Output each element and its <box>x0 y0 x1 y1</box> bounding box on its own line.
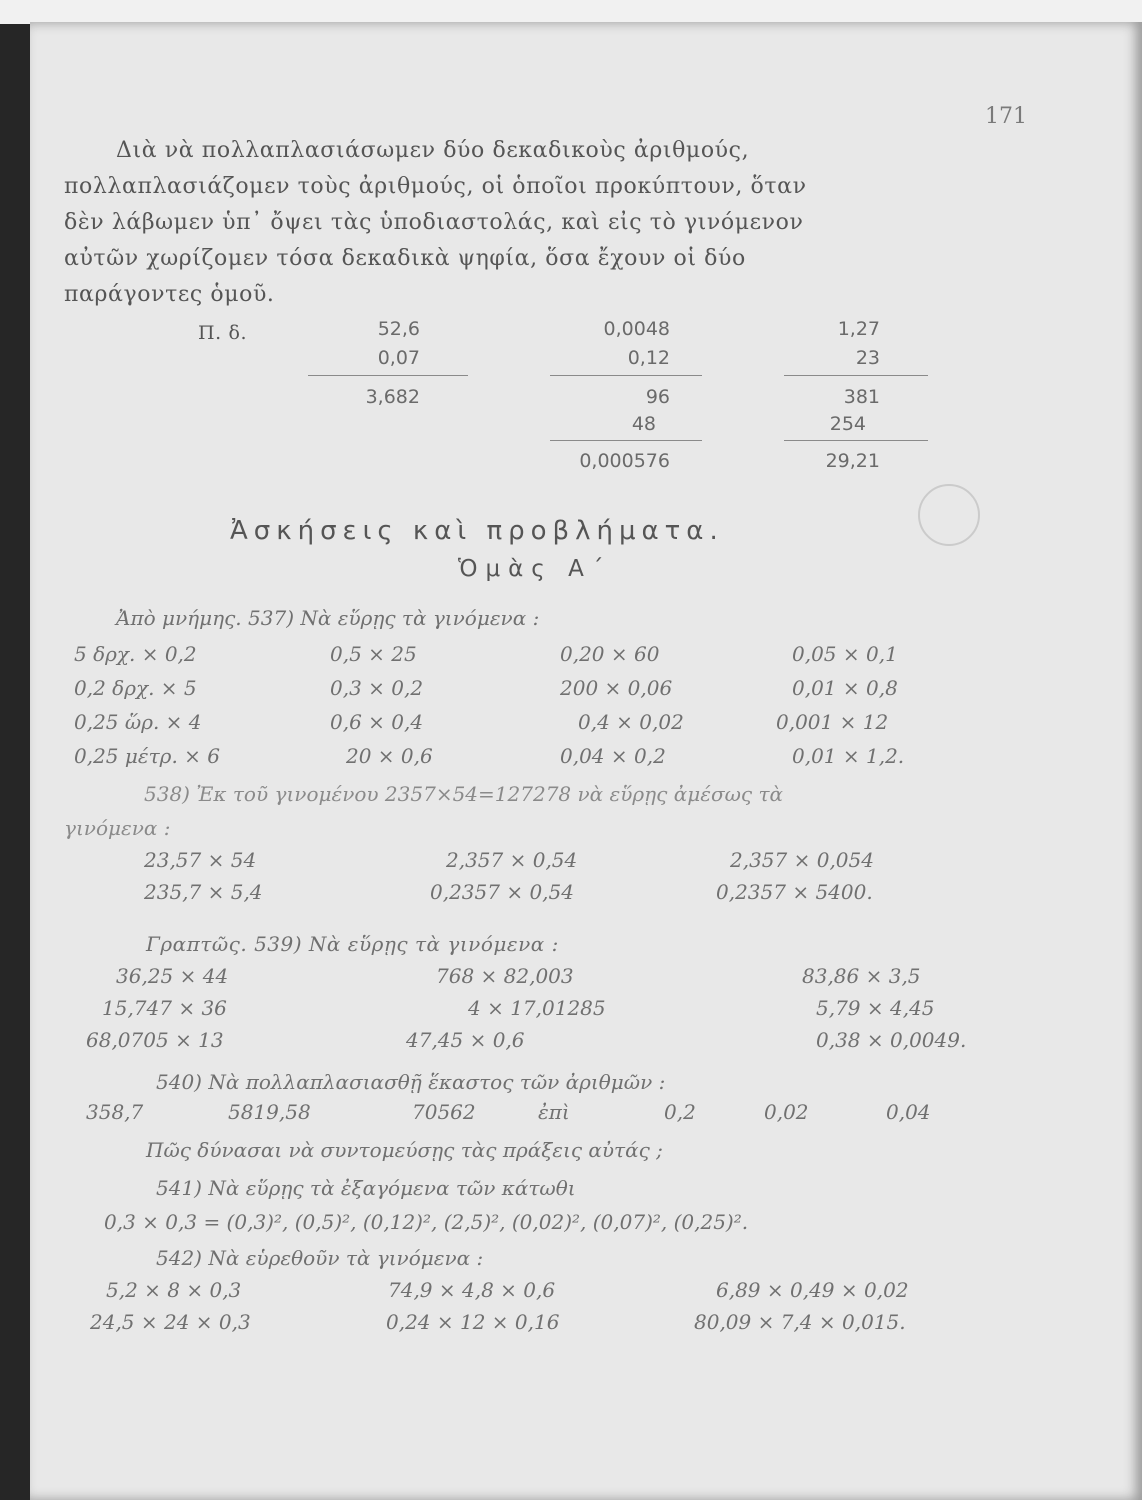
ex2-factor-a: 0,0048 <box>603 318 670 340</box>
ex2-result: 0,000576 <box>579 450 670 472</box>
ex539-r2-c3: 5,79 × 4,45 <box>816 996 935 1020</box>
ex542-r2-c3: 80,09 × 7,4 × 0,015. <box>694 1310 906 1334</box>
ex541-intro: 541) Νὰ εὕρῃς τὰ ἐξαγόμενα τῶν κάτωθι <box>156 1176 576 1200</box>
page-number: 171 <box>985 104 1027 129</box>
ex539-r1-c2: 768 × 82,003 <box>436 964 574 988</box>
ex542-r1-c3: 6,89 × 0,49 × 0,02 <box>716 1278 909 1302</box>
ex542-r1-c2: 74,9 × 4,8 × 0,6 <box>388 1278 556 1302</box>
ex541-line: 0,3 × 0,3 = (0,3)², (0,5)², (0,12)², (2,5)², (0,02)², (0,07)², (0,25)². <box>104 1210 749 1234</box>
ex542-r1-c1: 5,2 × 8 × 0,3 <box>106 1278 242 1302</box>
ex542-r2-c1: 24,5 × 24 × 0,3 <box>90 1310 251 1334</box>
ex542-intro: 542) Νὰ εὑρεθοῦν τὰ γινόμενα : <box>156 1246 484 1270</box>
ex540-value-2: 5819,58 <box>228 1100 311 1124</box>
ex537-r4-c1: 0,25 μέτρ. × 6 <box>74 744 220 768</box>
ex537-r3-c4: 0,001 × 12 <box>776 710 889 734</box>
ex537-r2-c4: 0,01 × 0,8 <box>792 676 898 700</box>
ex542-r2-c2: 0,24 × 12 × 0,16 <box>386 1310 560 1334</box>
ex3-partial-1: 381 <box>843 386 880 408</box>
intro-line-4: αὐτῶν χωρίζομεν τόσα δεκαδικὰ ψηφία, ὅσα ἔχουν οἱ δύο <box>64 246 746 271</box>
ex540-value-3: 70562 <box>412 1100 476 1124</box>
ex538-line-1: 538) Ἐκ τοῦ γινομένου 2357×54=127278 νὰ εὕρῃς ἀμέσως τὰ <box>144 782 784 806</box>
ex537-r1-c2: 0,5 × 25 <box>330 642 417 666</box>
ex538-r1-c1: 23,57 × 54 <box>144 848 257 872</box>
ex540-value-4: 0,2 <box>664 1100 696 1124</box>
ex540-value-1: 358,7 <box>86 1100 144 1124</box>
group-title: Ὁμὰς Α΄ <box>458 556 612 582</box>
faint-stamp-circle <box>918 484 980 546</box>
scan-top-edge <box>0 0 1142 24</box>
ex537-r1-c1: 5 δρχ. × 0,2 <box>74 642 197 666</box>
ex537-r2-c1: 0,2 δρχ. × 5 <box>74 676 197 700</box>
ex538-r2-c2: 0,2357 × 0,54 <box>430 880 574 904</box>
ex538-line-2: γινόμενα : <box>64 816 171 840</box>
book-page <box>30 22 1142 1500</box>
ex537-r1-c4: 0,05 × 0,1 <box>792 642 898 666</box>
ex539-intro: Γραπτῶς. 539) Νὰ εὕρῃς τὰ γινόμενα : <box>146 932 559 956</box>
ex537-r1-c3: 0,20 × 60 <box>560 642 660 666</box>
ex2-partial-2: 48 <box>631 413 656 435</box>
ex537-r3-c3: 0,4 × 0,02 <box>578 710 684 734</box>
ex3-factor-b: 23 <box>855 347 880 369</box>
ex538-r2-c3: 0,2357 × 5400. <box>716 880 873 904</box>
intro-line-1: Διὰ νὰ πολλαπλασιάσωμεν δύο δεκαδικοὺς ἀριθμούς, <box>116 138 750 163</box>
ex1-factor-a: 52,6 <box>377 318 420 340</box>
intro-line-5: παράγοντες ὁμοῦ. <box>64 282 275 307</box>
ex2-rule-1 <box>550 375 702 376</box>
ex537-r4-c4: 0,01 × 1,2. <box>792 744 905 768</box>
ex538-r1-c3: 2,357 × 0,054 <box>730 848 874 872</box>
intro-line-2: πολλαπλασιάζομεν τοὺς ἀριθμούς, οἱ ὁποῖοι προκύπτουν, ὅταν <box>64 174 807 199</box>
ex537-r2-c2: 0,3 × 0,2 <box>330 676 424 700</box>
ex1-factor-b: 0,07 <box>377 347 420 369</box>
ex2-rule-2 <box>550 440 702 441</box>
ex540-value-5: 0,02 <box>764 1100 809 1124</box>
ex2-partial-1: 96 <box>645 386 670 408</box>
ex539-r2-c1: 15,747 × 36 <box>102 996 227 1020</box>
ex538-r1-c2: 2,357 × 0,54 <box>446 848 578 872</box>
ex540-value-6: 0,04 <box>886 1100 931 1124</box>
ex537-r3-c1: 0,25 ὥρ. × 4 <box>74 710 202 734</box>
ex537-r4-c2: 20 × 0,6 <box>346 744 433 768</box>
ex537-intro: Ἀπὸ μνήμης. 537) Νὰ εὕρῃς τὰ γινόμενα : <box>116 606 540 630</box>
ex537-r2-c3: 200 × 0,06 <box>560 676 673 700</box>
ex537-r3-c2: 0,6 × 0,4 <box>330 710 424 734</box>
ex539-r3-c1: 68,0705 × 13 <box>86 1028 224 1052</box>
section-title: Ἀσκήσεις καὶ προβλήματα. <box>230 516 724 546</box>
ex3-factor-a: 1,27 <box>837 318 880 340</box>
ex3-rule-1 <box>784 375 928 376</box>
example-label: Π. δ. <box>198 322 248 344</box>
ex3-result: 29,21 <box>825 450 880 472</box>
ex539-r3-c3: 0,38 × 0,0049. <box>816 1028 967 1052</box>
ex540-epi: ἐπὶ <box>538 1100 570 1124</box>
ex1-rule <box>308 375 468 376</box>
ex3-rule-2 <box>784 440 928 441</box>
ex539-r2-c2: 4 × 17,01285 <box>468 996 606 1020</box>
ex539-r3-c2: 47,45 × 0,6 <box>406 1028 525 1052</box>
ex2-factor-b: 0,12 <box>627 347 670 369</box>
intro-line-3: δὲν λάβωμεν ὑπ᾽ ὄψει τὰς ὑποδιαστολάς, καὶ εἰς τὸ γινόμενον <box>64 210 804 235</box>
ex538-r2-c1: 235,7 × 5,4 <box>144 880 263 904</box>
ex540-intro: 540) Νὰ πολλαπλασιασθῇ ἕκαστος τῶν ἀριθμῶν : <box>156 1070 666 1094</box>
ex540-question: Πῶς δύνασαι νὰ συντομεύσῃς τὰς πράξεις αὐτάς ; <box>146 1138 663 1162</box>
ex1-result: 3,682 <box>365 386 420 408</box>
ex539-r1-c1: 36,25 × 44 <box>116 964 229 988</box>
ex3-partial-2: 254 <box>829 413 866 435</box>
ex539-r1-c3: 83,86 × 3,5 <box>802 964 921 988</box>
ex537-r4-c3: 0,04 × 0,2 <box>560 744 666 768</box>
